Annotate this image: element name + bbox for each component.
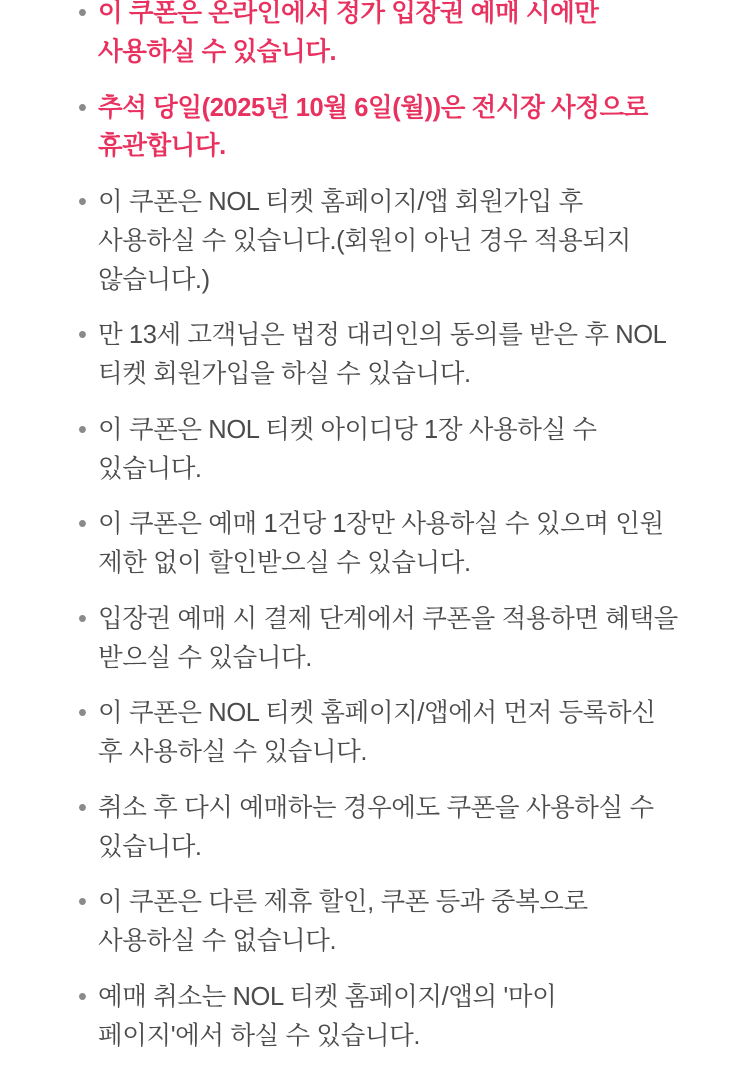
- notice-text: 만 13세 고객님은 법정 대리인의 동의를 받은 후 NOL 티켓 회원가입을 하실 수 있습니다.: [98, 321, 666, 388]
- bullet-icon: •: [78, 604, 87, 633]
- notice-text: 이 쿠폰은 NOL 티켓 아이디당 1장 사용하실 수 있습니다.: [98, 415, 597, 483]
- bullet-icon: •: [78, 793, 87, 822]
- list-item: [72, 600, 680, 678]
- bullet-icon: •: [78, 415, 87, 444]
- bullet-icon: •: [78, 888, 87, 917]
- coupon-notice-list: [72, 0, 680, 1072]
- bullet-icon: •: [78, 510, 87, 539]
- bullet-icon: •: [78, 93, 87, 122]
- bullet-icon: •: [78, 982, 87, 1011]
- list-item: [72, 505, 680, 583]
- notice-text: 이 쿠폰은 NOL 티켓 홈페이지/앱 회원가입 후 사용하실 수 있습니다.(회원이 아닌 경우 적용되지 않습니다.): [98, 188, 631, 294]
- list-item: [72, 883, 680, 961]
- bullet-icon: •: [78, 0, 87, 27]
- notice-text: 입장권 예매 시 결제 단계에서 쿠폰을 적용하면 혜택을 받으실 수 있습니다.: [98, 604, 678, 672]
- list-item: [72, 694, 680, 772]
- list-item: [72, 0, 680, 72]
- list-item: [72, 183, 680, 299]
- list-item: [72, 89, 680, 167]
- right-margin: [728, 0, 744, 1024]
- notice-text: 이 쿠폰은 NOL 티켓 홈페이지/앱에서 먼저 등록하신 후 사용하실 수 있습니다.: [98, 699, 656, 766]
- bullet-icon: •: [78, 188, 87, 216]
- notice-text: 추석 당일(2025년 10월 6일(월))은 전시장 사정으로 휴관합니다.: [98, 93, 648, 161]
- notice-text: 이 쿠폰은 온라인에서 정가 입장권 예매 시에만 사용하실 수 있습니다.: [98, 0, 599, 66]
- list-item: [72, 978, 680, 1056]
- notice-text: 이 쿠폰은 예매 1건당 1장만 사용하실 수 있으며 인원 제한 없이 할인받으실 수 있습니다.: [98, 510, 664, 577]
- bullet-icon: •: [78, 699, 87, 728]
- bullet-icon: •: [78, 321, 87, 350]
- left-margin: [0, 0, 24, 1024]
- list-item: [72, 411, 680, 489]
- list-item: [72, 789, 680, 867]
- notice-text: 취소 후 다시 예매하는 경우에도 쿠폰을 사용하실 수 있습니다.: [98, 793, 654, 861]
- list-item: [72, 316, 680, 394]
- notice-text: 이 쿠폰은 다른 제휴 할인, 쿠폰 등과 중복으로 사용하실 수 없습니다.: [98, 888, 588, 955]
- notice-text: 예매 취소는 NOL 티켓 홈페이지/앱의 '마이 페이지'에서 하실 수 있습니다.: [98, 982, 557, 1050]
